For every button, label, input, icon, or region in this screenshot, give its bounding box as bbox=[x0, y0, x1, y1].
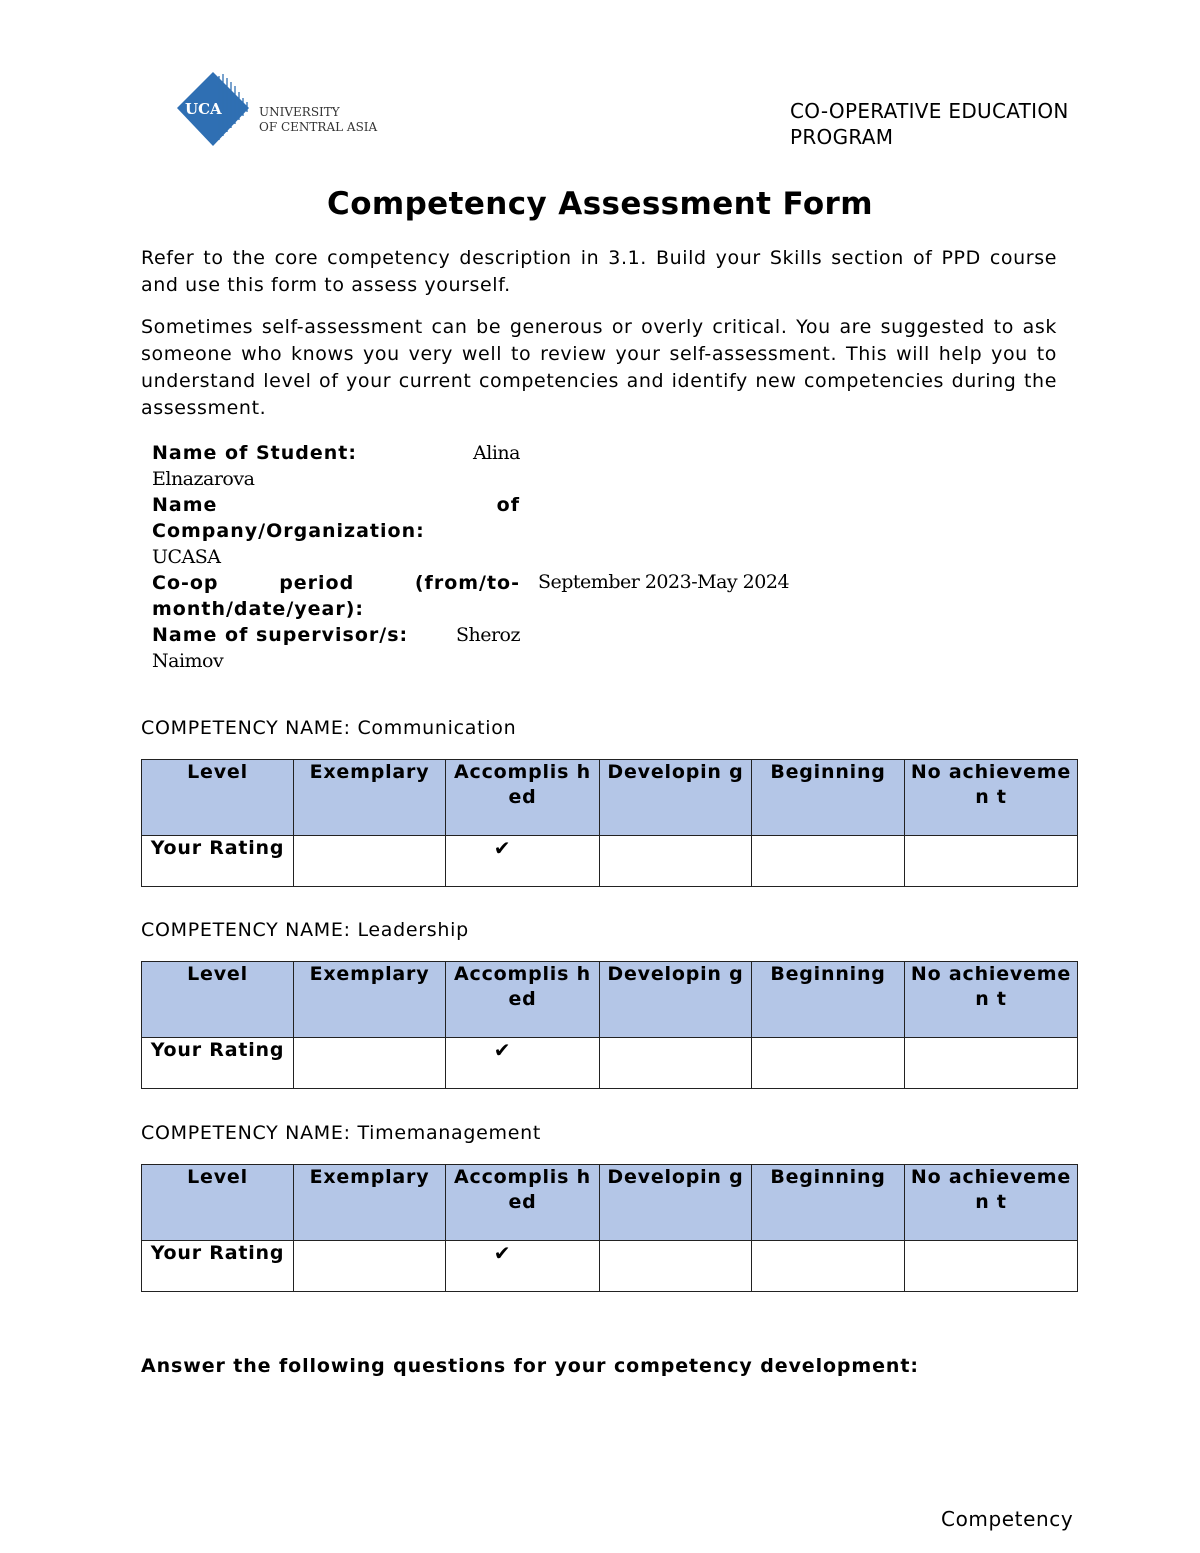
company-label-2: of bbox=[496, 494, 520, 516]
header-beginning: Beginning bbox=[752, 760, 905, 836]
competency-rating-table bbox=[141, 961, 1078, 1089]
questions-heading: Answer the following questions for your competency development: bbox=[141, 1355, 919, 1377]
header-beginning: Beginning bbox=[752, 1165, 905, 1241]
rating-cell-developing[interactable] bbox=[600, 836, 752, 887]
logo-mark-text: UCA bbox=[185, 100, 222, 118]
rating-cell-no-achievement[interactable] bbox=[905, 1038, 1078, 1089]
header-exemplary: Exemplary bbox=[294, 1165, 446, 1241]
header-level: Level bbox=[142, 962, 294, 1038]
table-row bbox=[142, 836, 1078, 887]
rating-cell-beginning[interactable] bbox=[752, 1038, 905, 1089]
page-title: Competency Assessment Form bbox=[327, 186, 873, 222]
header-no-achievement: No achievemen t bbox=[905, 962, 1078, 1038]
student-name-label: Name of Student: bbox=[152, 442, 357, 464]
table-header-row bbox=[142, 760, 1078, 836]
university-logo bbox=[175, 70, 415, 150]
footer-text: Competency bbox=[941, 1507, 1074, 1531]
rating-cell-beginning[interactable] bbox=[752, 1241, 905, 1292]
student-name-field bbox=[152, 440, 520, 492]
header-developing: Developin g bbox=[600, 1165, 752, 1241]
competency-heading bbox=[141, 919, 469, 941]
intro-paragraph-1: Refer to the core competency description in 3.1. Build your Skills section of PPD course and use this form to assess yourself. bbox=[141, 247, 1057, 296]
rating-cell-accomplished[interactable] bbox=[446, 1241, 600, 1292]
student-name-value-2: Elnazarova bbox=[152, 468, 255, 490]
competency-heading-label: COMPETENCY NAME: bbox=[141, 919, 351, 941]
coop-period-field bbox=[152, 570, 520, 622]
checkmark-icon: ✔ bbox=[493, 1038, 512, 1062]
logo-line-1: UNIVERSITY bbox=[259, 105, 340, 119]
table-row bbox=[142, 1038, 1078, 1089]
coop-period-value: September 2023-May 2024 bbox=[538, 571, 790, 593]
student-name-value-1: Alina bbox=[473, 442, 520, 464]
rating-cell-no-achievement[interactable] bbox=[905, 836, 1078, 887]
competency-name: Communication bbox=[357, 717, 517, 739]
company-name-field bbox=[152, 492, 520, 570]
competency-heading bbox=[141, 717, 516, 739]
table-header-row bbox=[142, 962, 1078, 1038]
rating-cell-beginning[interactable] bbox=[752, 836, 905, 887]
competency-heading-label: COMPETENCY NAME: bbox=[141, 1122, 351, 1144]
program-title: CO-OPERATIVE EDUCATION PROGRAM bbox=[790, 99, 1069, 149]
supervisor-value-2: Naimov bbox=[152, 650, 224, 672]
competency-name: Leadership bbox=[357, 919, 469, 941]
header-level: Level bbox=[142, 1165, 294, 1241]
header-beginning: Beginning bbox=[752, 962, 905, 1038]
competency-name: Timemanagement bbox=[357, 1122, 542, 1144]
table-header-row bbox=[142, 1165, 1078, 1241]
rating-cell-no-achievement[interactable] bbox=[905, 1241, 1078, 1292]
rating-cell-exemplary[interactable] bbox=[294, 1038, 446, 1089]
rating-cell-developing[interactable] bbox=[600, 1038, 752, 1089]
competency-rating-table bbox=[141, 759, 1078, 887]
header-accomplished: Accomplis hed bbox=[446, 962, 600, 1038]
competency-heading bbox=[141, 1122, 541, 1144]
competency-rating-table bbox=[141, 1164, 1078, 1292]
company-label-3: Company/Organization: bbox=[152, 520, 425, 542]
header-level: Level bbox=[142, 760, 294, 836]
header-exemplary: Exemplary bbox=[294, 760, 446, 836]
table-row bbox=[142, 1241, 1078, 1292]
rating-cell-exemplary[interactable] bbox=[294, 836, 446, 887]
header-developing: Developin g bbox=[600, 760, 752, 836]
rating-cell-exemplary[interactable] bbox=[294, 1241, 446, 1292]
checkmark-icon: ✔ bbox=[493, 836, 512, 860]
supervisor-value-1: Sheroz bbox=[455, 624, 520, 646]
supervisor-field bbox=[152, 622, 520, 674]
header-accomplished: Accomplis hed bbox=[446, 1165, 600, 1241]
company-name-value: UCASA bbox=[152, 546, 221, 568]
rating-cell-accomplished[interactable] bbox=[446, 1038, 600, 1089]
header-no-achievement: No achievemen t bbox=[905, 1165, 1078, 1241]
coop-period-label-2: month/date/year): bbox=[152, 598, 365, 620]
rating-cell-accomplished[interactable] bbox=[446, 836, 600, 887]
header-exemplary: Exemplary bbox=[294, 962, 446, 1038]
company-label-1: Name bbox=[152, 494, 218, 516]
checkmark-icon: ✔ bbox=[493, 1241, 512, 1265]
competency-heading-label: COMPETENCY NAME: bbox=[141, 717, 351, 739]
rating-cell-developing[interactable] bbox=[600, 1241, 752, 1292]
header-accomplished: Accomplis hed bbox=[446, 760, 600, 836]
intro-paragraph-2: Sometimes self-assessment can be generous or overly critical. You are suggested to ask someone who knows you very well to review your self-assessment. This will help you to understand level of your current competencies and identify new competencies during the assessment. bbox=[141, 316, 1057, 419]
rating-label: Your Rating bbox=[142, 1038, 294, 1089]
header-developing: Developin g bbox=[600, 962, 752, 1038]
rating-label: Your Rating bbox=[142, 836, 294, 887]
logo-line-2: OF CENTRAL ASIA bbox=[259, 120, 378, 134]
rating-label: Your Rating bbox=[142, 1241, 294, 1292]
coop-period-label-1: Co-op period (from/to- bbox=[152, 572, 520, 594]
supervisor-label: Name of supervisor/s: bbox=[152, 624, 409, 646]
header-no-achievement: No achievemen t bbox=[905, 760, 1078, 836]
